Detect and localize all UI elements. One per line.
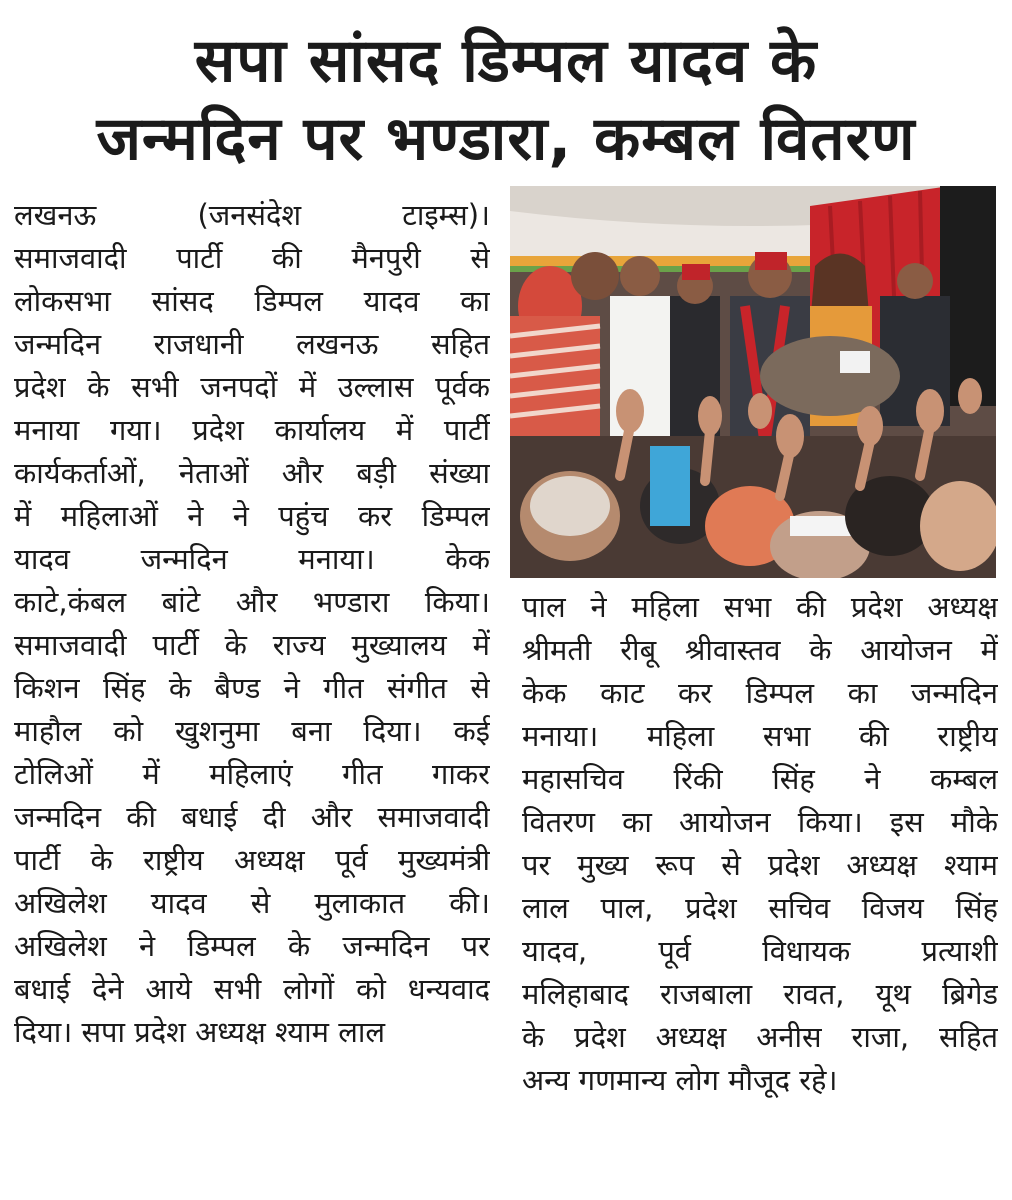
- article-line: लोकसभा सांसद डिम्पल यादव का: [14, 284, 490, 318]
- article-line: पर मुख्य रूप से प्रदेश अध्यक्ष श्याम: [522, 848, 998, 882]
- article-line: अखिलेश यादव से मुलाकात की।: [14, 886, 490, 920]
- news-photo: [510, 186, 996, 578]
- headline-line-2: जन्मदिन पर भण्डारा, कम्बल वितरण: [96, 104, 916, 174]
- article-line: के प्रदेश अध्यक्ष अनीस राजा, सहित: [522, 1020, 998, 1054]
- article-line: मनाया। महिला सभा की राष्ट्रीय: [522, 719, 998, 753]
- article-line: अन्य गणमान्य लोग मौजूद रहे।: [522, 1063, 838, 1097]
- article-line: पाल ने महिला सभा की प्रदेश अध्यक्ष: [522, 590, 998, 624]
- article-line: समाजवादी पार्टी की मैनपुरी से: [14, 241, 490, 275]
- article-line: किशन सिंह के बैण्ड ने गीत संगीत से: [14, 671, 490, 705]
- article-line: महासचिव रिंकी सिंह ने कम्बल: [522, 762, 998, 796]
- article-line: केक काट कर डिम्पल का जन्मदिन: [522, 676, 998, 710]
- article-line: जन्मदिन की बधाई दी और समाजवादी: [14, 800, 490, 834]
- article-line: समाजवादी पार्टी के राज्य मुख्यालय में: [14, 628, 490, 662]
- article-line: मलिहाबाद राजबाला रावत, यूथ ब्रिगेड: [522, 977, 998, 1011]
- article-line: कार्यकर्ताओं, नेताओं और बड़ी संख्या: [14, 456, 490, 490]
- article-line: यादव जन्मदिन मनाया। केक: [14, 542, 490, 576]
- event-photo-illustration: [510, 186, 996, 578]
- article-line: वितरण का आयोजन किया। इस मौके: [522, 805, 998, 839]
- article-line: लाल पाल, प्रदेश सचिव विजय सिंह: [522, 891, 998, 925]
- article-line: अखिलेश ने डिम्पल के जन्मदिन पर: [14, 929, 490, 963]
- article-line: टोलिओं में महिलाएं गीत गाकर: [14, 757, 490, 791]
- headline-line-1: सपा सांसद डिम्पल यादव के: [194, 26, 818, 96]
- article-line: श्रीमती रीबू श्रीवास्तव के आयोजन में: [522, 633, 998, 667]
- article-line: बधाई देने आये सभी लोगों को धन्यवाद: [14, 972, 490, 1006]
- article-line: जन्मदिन राजधानी लखनऊ सहित: [14, 327, 490, 361]
- article-line: में महिलाओं ने ने पहुंच कर डिम्पल: [14, 499, 490, 533]
- article-line: दिया। सपा प्रदेश अध्यक्ष श्याम लाल: [14, 1015, 386, 1049]
- article-column-right: [522, 586, 998, 1102]
- article-line: प्रदेश के सभी जनपदों में उल्लास पूर्वक: [14, 370, 490, 404]
- headline: [0, 22, 1012, 178]
- article-line: काटे,कंबल बांटे और भण्डारा किया।: [14, 585, 490, 619]
- article-line: यादव, पूर्व विधायक प्रत्याशी: [522, 934, 998, 968]
- article-line: पार्टी के राष्ट्रीय अध्यक्ष पूर्व मुख्यमंत्री: [14, 843, 490, 877]
- article-column-left: [14, 194, 490, 1054]
- article-line: मनाया गया। प्रदेश कार्यालय में पार्टी: [14, 413, 490, 447]
- article-line: माहौल को खुशनुमा बना दिया। कई: [14, 714, 490, 748]
- article-line: लखनऊ (जनसंदेश टाइम्स)।: [14, 198, 490, 232]
